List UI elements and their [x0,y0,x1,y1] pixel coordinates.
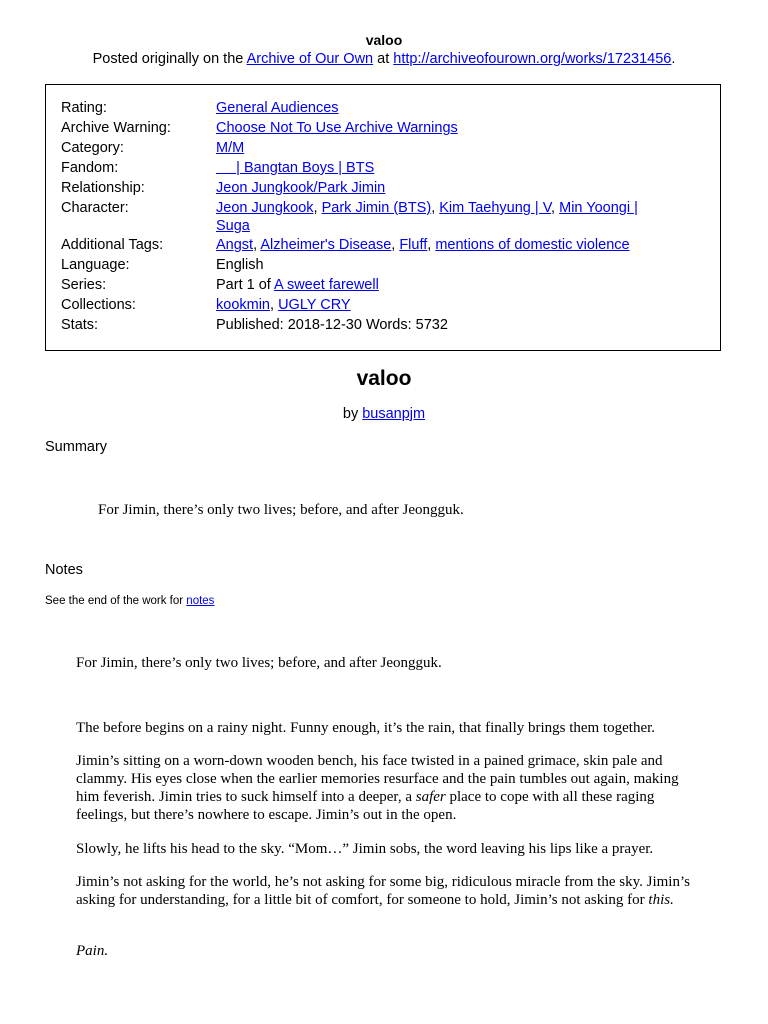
language-label: Language: [61,257,130,273]
collection-link[interactable]: UGLY CRY [278,297,351,313]
work-title: valoo [356,367,412,390]
at-text: at [377,51,390,67]
p5-emphasis: this. [648,892,674,908]
tags-label: Additional Tags: [61,237,164,253]
tag-link[interactable]: Angst [216,237,254,253]
tag-link[interactable]: mentions of domestic violence [435,237,630,253]
notes-heading: Notes [45,562,83,578]
character-link[interactable]: Min Yoongi | Suga [216,200,638,234]
series-link[interactable]: A sweet farewell [274,277,379,293]
p5-text-a: Jimin’s not asking for the world, he’s not asking for some big, ridiculous miracle from the sky. Jimin’s asking for understanding, for a little bit of comfort, for someone to hold, Jimin’s not asking for [76,874,690,908]
stats-value: Published: 2018-12-30 Words: 5732 [216,317,448,333]
collection-link[interactable]: kookmin [216,297,270,313]
tag-link[interactable]: Alzheimer's Disease [260,237,392,253]
metadata-box: Rating: General Audiences Archive Warning: Choose Not To Use Archive Warnings Category: M/M Fandom: | Bangtan Boys | BTS Relationship: Jeon Jungkook/Park Jimin Character: Jeon Jungkook, Park Jimin (BTS), Kim Taehyung | V, Min Yoongi | Suga Additional Tags: Angst, Alzheimer's Disease, Fluff, mentions of domestic violence Language: English Series: Part 1 of A sweet farewell Collections: kookmin, UGLY CRY Stats: Published: 2018-12-30 Words: 5732 [45,84,721,351]
work-url-link[interactable]: http://archiveofourown.org/works/17231456 [393,51,672,67]
character-label: Character: [61,200,129,216]
posted-prefix: Posted originally on the [92,51,244,67]
p3-text-b: place to cope with all these raging feelings, but there’s nowhere to escape. Jimin’s out in the open. [76,789,655,823]
category-link[interactable]: M/M [216,140,245,156]
rating-label: Rating: [61,100,107,116]
category-label: Category: [61,140,124,156]
posted-line [0,50,768,68]
posted-period: . [671,51,676,67]
body-paragraph: For Jimin, there’s only two lives; before, and after Jeongguk. [76,655,442,671]
relationship-link[interactable]: Jeon Jungkook/Park Jimin [216,180,386,196]
archive-link[interactable]: Archive of Our Own [246,51,374,67]
series-prefix: Part 1 of [216,277,271,293]
p3-emphasis: safer [415,789,446,805]
warning-label: Archive Warning: [61,120,171,136]
series-label: Series: [61,277,107,293]
rating-link[interactable]: General Audiences [216,100,339,116]
fandom-label: Fandom: [61,160,119,176]
warning-link[interactable]: Choose Not To Use Archive Warnings [216,120,458,136]
body-paragraph [76,873,701,909]
header-title: valoo [365,32,403,48]
fandom-text: | Bangtan Boys | BTS [236,160,375,176]
language-value: English [216,257,264,273]
character-link[interactable]: Kim Taehyung | V [439,200,552,216]
notes-link[interactable]: notes [186,595,215,607]
p3-text-a: Jimin’s sitting on a worn-down wooden bench, his face twisted in a pained grimace, skin pale and clammy. His eyes close when the earlier memories resurface and the pain tumbles out again, making him feverish. Jimin tries to suck himself into a deeper, a [76,753,679,805]
fandom-link[interactable] [216,160,374,176]
notes-prefix: See the end of the work for [45,595,184,607]
author-link[interactable]: busanpjm [362,406,426,422]
summary-text: For Jimin, there’s only two lives; before, and after Jeongguk. [98,502,464,518]
relationship-label: Relationship: [61,180,145,196]
tag-link[interactable]: Fluff [399,237,428,253]
stats-label: Stats: [61,317,99,333]
collections-label: Collections: [61,297,136,313]
notes-pointer [45,593,214,609]
body-paragraph [76,752,701,824]
byline [0,405,768,423]
character-link[interactable]: Jeon Jungkook [216,200,314,216]
character-link[interactable]: Park Jimin (BTS) [321,200,432,216]
summary-heading: Summary [45,439,108,455]
body-paragraph: The before begins on a rainy night. Funny enough, it’s the rain, that finally brings them together. [76,720,656,736]
by-text: by [342,406,359,422]
body-paragraph: Slowly, he lifts his head to the sky. “Mom…” Jimin sobs, the word leaving his lips like a prayer. [76,841,654,857]
body-paragraph: Pain. [76,943,109,959]
